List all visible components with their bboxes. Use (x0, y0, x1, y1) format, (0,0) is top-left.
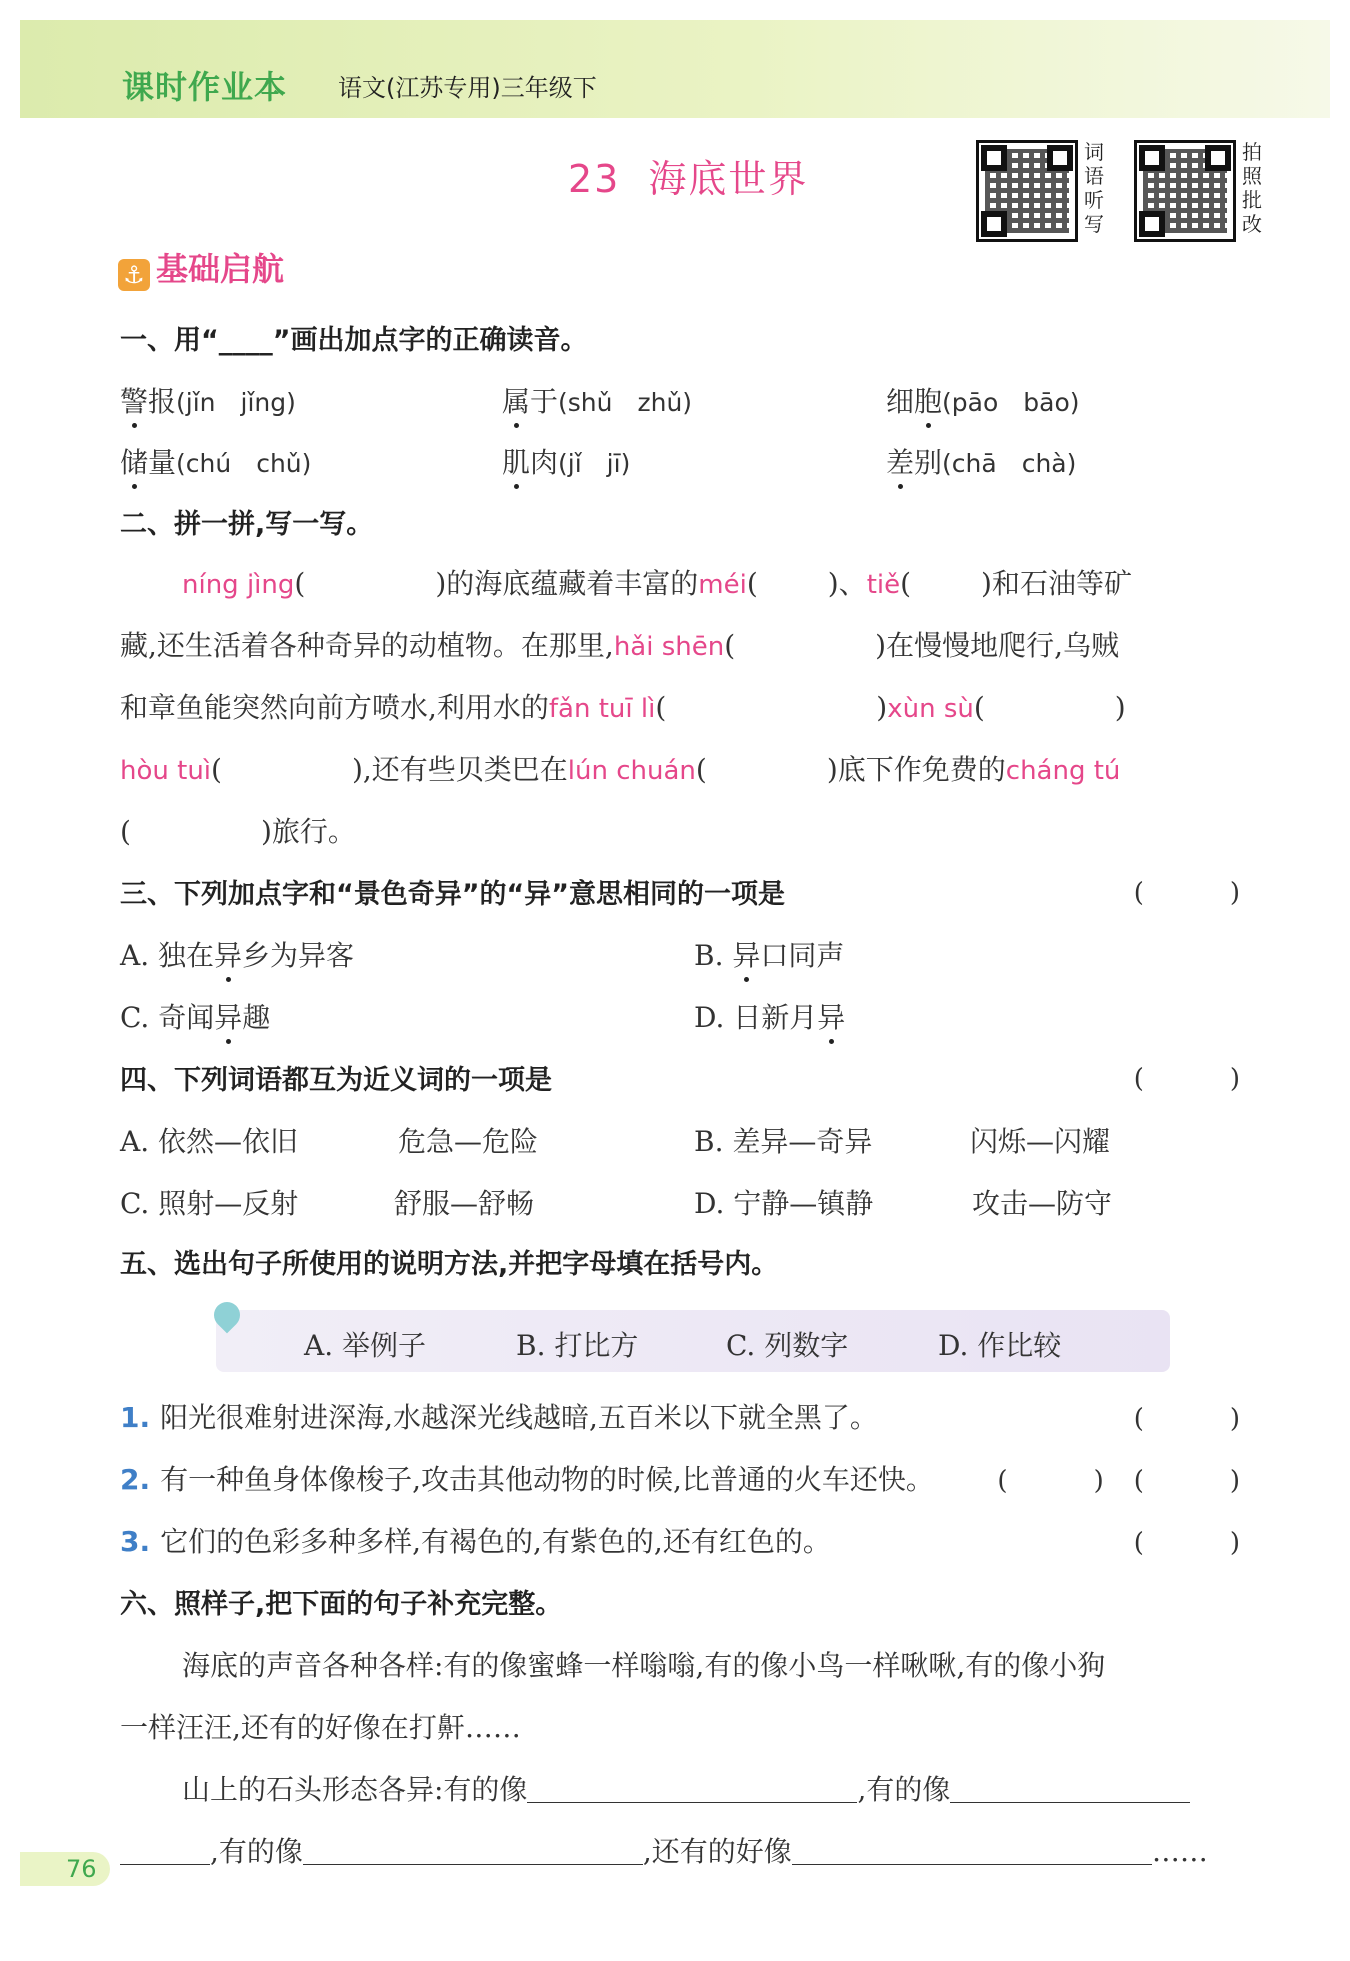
q5-choice-b: B. 打比方 (516, 1329, 639, 1362)
page-number: 76 (20, 1852, 110, 1886)
q4-option-c-word2: 舒服—舒畅 (394, 1187, 535, 1220)
q4-option-d-word2: 攻击—防守 (972, 1187, 1113, 1220)
q5-choice-a: A. 举例子 (304, 1329, 427, 1362)
q5-choice-box (216, 1310, 1170, 1372)
q4-option-d: D. 宁静—镇静 (694, 1187, 874, 1220)
q4-option-b-word2: 闪烁—闪耀 (970, 1125, 1111, 1158)
q2-line-1: níng jìng( )的海底蕴藏着丰富的méi( )、tiě( )和石油等矿 (182, 567, 1132, 600)
q2-line-4: hòu tuì( ),还有些贝类巴在lún chuán( )底下作免费的cháng tú (120, 753, 1121, 786)
q1-item-4: 储量(chú chǔ) (120, 441, 311, 481)
q4-option-a: A. 依然—依旧 (120, 1125, 299, 1158)
section-heading (118, 244, 284, 291)
qr-code-photo-correct[interactable] (1134, 140, 1236, 242)
q6-title: 六、照样子,把下面的句子补充完整。 (120, 1589, 563, 1620)
q5-answer-3[interactable]: ( ) (1133, 1528, 1270, 1558)
q5-title: 五、选出句子所使用的说明方法,并把字母填在括号内。 (120, 1249, 779, 1280)
q4-option-b: B. 差异—奇异 (694, 1125, 873, 1158)
q1-item-1: 警报(jǐn jǐng) (120, 380, 296, 420)
answer-blank-1[interactable] (527, 1773, 857, 1803)
q5-choice-d: D. 作比较 (938, 1329, 1062, 1362)
q3-title: 三、下列加点字和“景色奇异”的“异”意思相同的一项是 (120, 879, 785, 910)
q4-option-c: C. 照射—反射 (120, 1187, 299, 1220)
q2-line-5: ( )旅行。 (120, 815, 356, 848)
lesson-title (568, 148, 808, 203)
header-banner (20, 20, 1330, 118)
lesson-name: 海底世界 (648, 157, 809, 201)
q5-sentence-3: 3. 它们的色彩多种多样,有褐色的,有紫色的,还有红色的。 (120, 1525, 831, 1558)
qr-code-dictation[interactable] (976, 140, 1078, 242)
q4-title: 四、下列词语都互为近义词的一项是 (120, 1065, 552, 1096)
answer-blank-5[interactable] (792, 1835, 1152, 1865)
anchor-icon: ⚓ (118, 259, 150, 291)
book-subtitle: 语文(江苏专用)三年级下 (338, 74, 597, 102)
q5-answer-2[interactable]: ( )( ) (997, 1466, 1270, 1496)
q1-item-6: 差别(chā chà) (886, 441, 1076, 481)
q5-sentence-2: 2. 有一种鱼身体像梭子,攻击其他动物的时候,比普通的火车还快。 (120, 1463, 934, 1496)
answer-blank-4[interactable] (303, 1835, 643, 1865)
q3-option-d: D. 日新月异 (694, 996, 845, 1036)
brand-title: 课时作业本 (122, 68, 288, 106)
q3-answer-paren[interactable]: ( ) (1133, 878, 1270, 908)
q6-example-line-1: 海底的声音各种各样:有的像蜜蜂一样嗡嗡,有的像小鸟一样啾啾,有的像小狗 (182, 1649, 1106, 1682)
q6-task-line-2: ,有的像 ,还有的好像 …… (120, 1830, 1208, 1870)
q1-item-3: 细胞(pāo bāo) (886, 380, 1080, 420)
q2-line-3: 和章鱼能突然向前方喷水,利用水的fǎn tuī lì( )xùn sù( ) (120, 691, 1126, 724)
q3-option-c: C. 奇闻异趣 (120, 996, 270, 1036)
section-title: 基础启航 (156, 250, 285, 288)
q2-title: 二、拼一拼,写一写。 (120, 509, 374, 540)
q1-title: 一、用“____”画出加点字的正确读音。 (120, 325, 588, 356)
q1-item-2: 属于(shǔ zhǔ) (502, 380, 692, 420)
q6-task-line-1: 山上的石头形态各异:有的像 ,有的像 (182, 1768, 1190, 1808)
q4-answer-paren[interactable]: ( ) (1133, 1064, 1270, 1094)
q2-line-2: 藏,还生活着各种奇异的动植物。在那里,hǎi shēn( )在慢慢地爬行,乌贼 (120, 629, 1119, 662)
q3-option-a: A. 独在异乡为异客 (120, 934, 354, 974)
qr-label-dictation: 词语听写 (1084, 140, 1104, 236)
q3-option-b: B. 异口同声 (694, 934, 844, 974)
pushpin-icon (209, 1297, 246, 1334)
q6-example-line-2: 一样汪汪,还有的好像在打鼾…… (120, 1711, 521, 1744)
lesson-number: 23 (568, 157, 621, 201)
answer-blank-3[interactable] (120, 1835, 210, 1865)
q1-item-5: 肌肉(jǐ jī) (502, 441, 630, 481)
q4-option-a-word2: 危急—危险 (398, 1125, 539, 1158)
q5-answer-1[interactable]: ( ) (1133, 1404, 1270, 1434)
answer-blank-2[interactable] (950, 1773, 1190, 1803)
qr-label-photo-correct: 拍照批改 (1242, 140, 1262, 236)
q5-sentence-1: 1. 阳光很难射进深海,水越深光线越暗,五百米以下就全黑了。 (120, 1401, 878, 1434)
q5-choice-c: C. 列数字 (726, 1329, 849, 1362)
